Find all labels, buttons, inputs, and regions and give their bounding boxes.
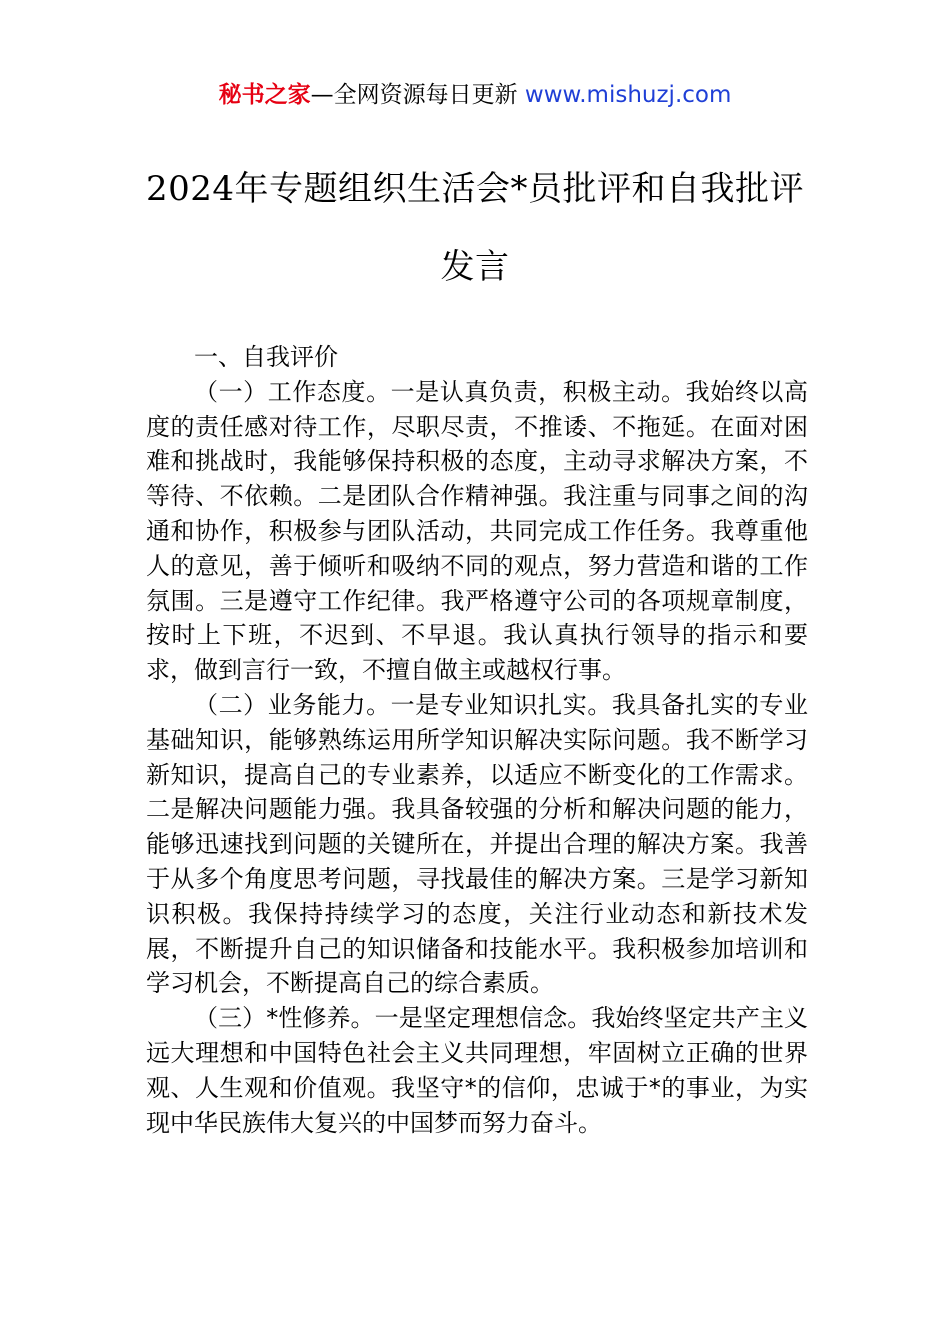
document-title: [140, 150, 810, 306]
site-url-link[interactable]: www.mishuzj.com: [524, 82, 732, 108]
paragraph-business-ability: （二）业务能力。一是专业知识扎实。我具备扎实的专业基础知识，能够熟练运用所学知识解决实际问题。我不断学习新知识，提高自己的专业素养，以适应不断变化的工作需求。二是解决问题能力强。我具备较强的分析和解决问题的能力，能够迅速找到问题的关键所在，并提出合理的解决方案。我善于从多个角度思考问题，寻找最佳的解决方案。三是学习新知识积极。我保持持续学习的态度，关注行业动态和新技术发展，不断提升自己的知识储备和技能水平。我积极参加培训和学习机会，不断提高自己的综合素质。: [146, 690, 808, 998]
title-line-2: 发言: [440, 247, 510, 287]
paragraph-party-cultivation: （三）*性修养。一是坚定理想信念。我始终坚定共产主义远大理想和中国特色社会主义共同理想，牢固树立正确的世界观、人生观和价值观。我坚守*的信仰，忠诚于*的事业，为实现中华民族伟大复兴的中国梦而努力奋斗。: [146, 1004, 808, 1137]
site-banner: [0, 78, 950, 112]
section-heading: 一、自我评价: [194, 343, 338, 371]
title-line-1: 2024年专题组织生活会*员批评和自我批评: [145, 169, 805, 209]
banner-slogan: —全网资源每日更新: [310, 82, 525, 108]
brand-name: 秘书之家: [218, 82, 311, 108]
document-body: [146, 340, 808, 1140]
paragraph-work-attitude: （一）工作态度。一是认真负责，积极主动。我始终以高度的责任感对待工作，尽职尽责，不推诿、不拖延。在面对困难和挑战时，我能够保持积极的态度，主动寻求解决方案，不等待、不依赖。二是团队合作精神强。我注重与同事之间的沟通和协作，积极参与团队活动，共同完成工作任务。我尊重他人的意见，善于倾听和吸纳不同的观点，努力营造和谐的工作氛围。三是遵守工作纪律。我严格遵守公司的各项规章制度，按时上下班，不迟到、不早退。我认真执行领导的指示和要求，做到言行一致，不擅自做主或越权行事。: [146, 377, 808, 685]
